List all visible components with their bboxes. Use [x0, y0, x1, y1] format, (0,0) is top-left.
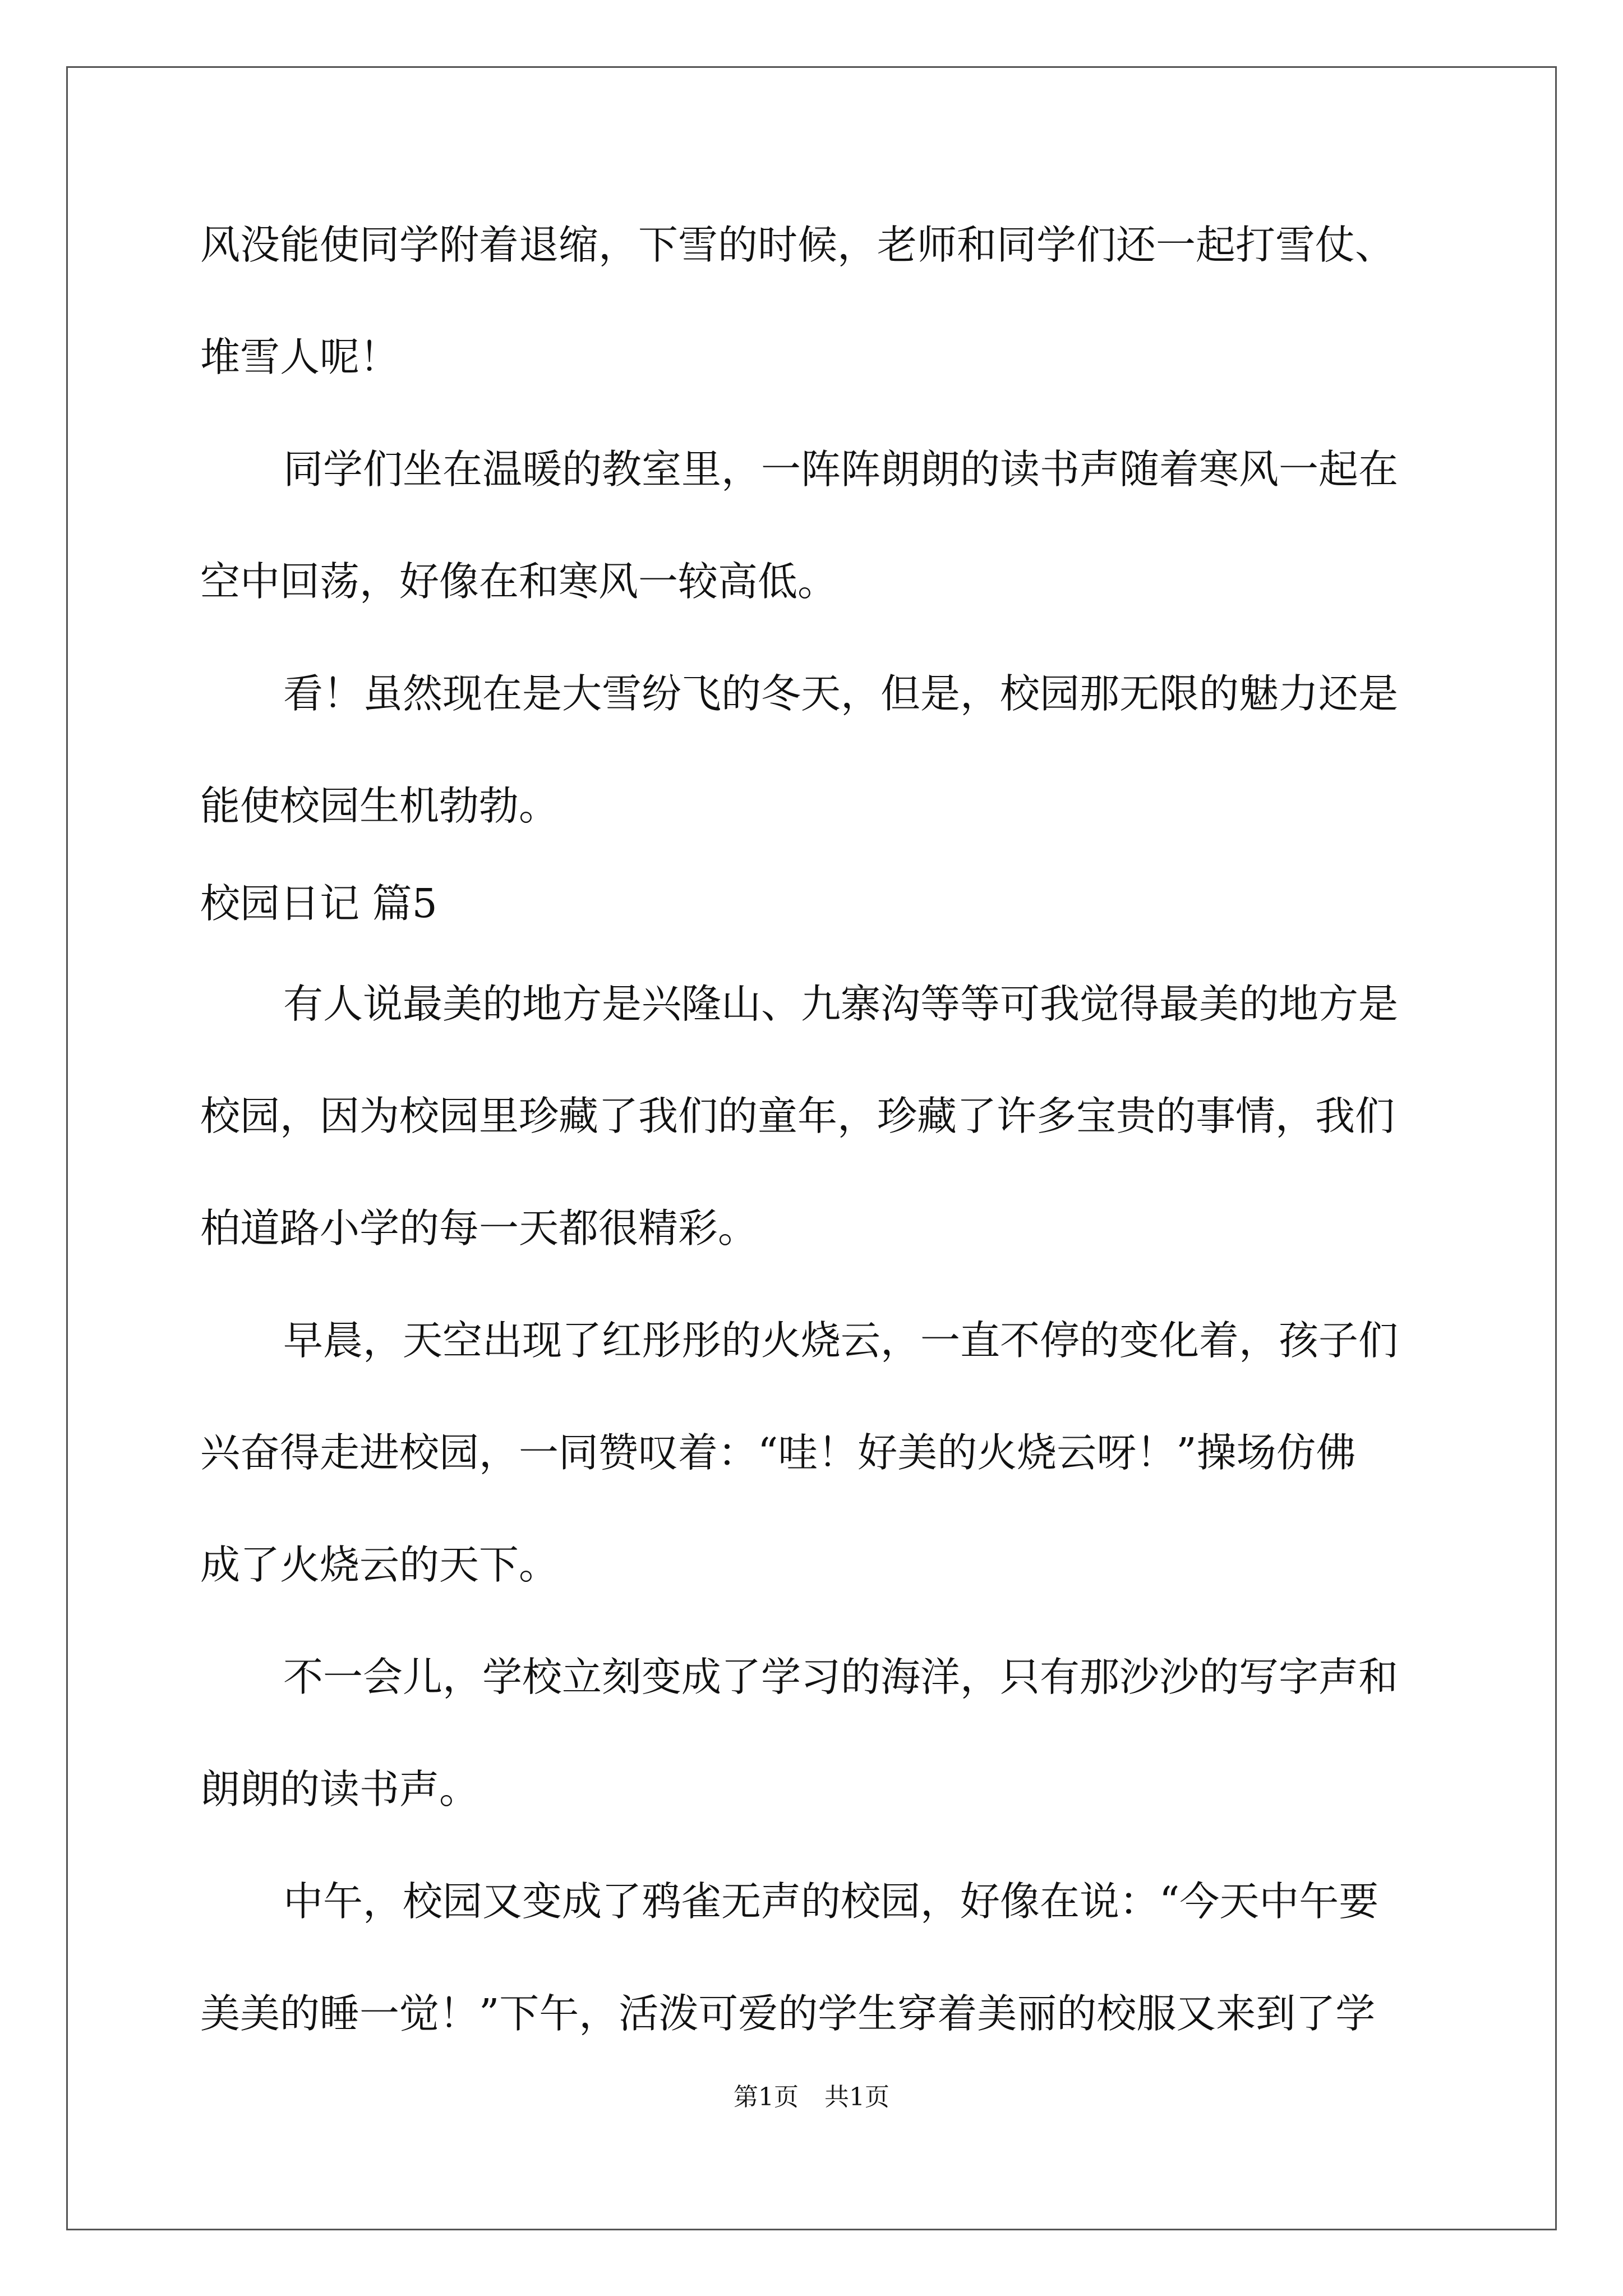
page-number: 第1页: [734, 2083, 799, 2111]
page-total: 共1页: [824, 2083, 889, 2111]
text-line: 同学们坐在温暖的教室里，一阵阵朗朗的读书声随着寒风一起在: [283, 446, 1399, 493]
section-heading: 校园日记 篇5: [200, 880, 437, 927]
text-line: 能使校园生机勃勃。: [200, 783, 559, 829]
text-line: 兴奋得走进校园，一同赞叹着：“哇！好美的火烧云呀！”操场仿佛: [200, 1429, 1356, 1476]
text-line: 空中回荡，好像在和寒风一较高低。: [200, 558, 838, 605]
text-line: 校园，因为校园里珍藏了我们的童年，珍藏了许多宝贵的事情，我们: [200, 1093, 1395, 1139]
text-line: 不一会儿，学校立刻变成了学习的海洋，只有那沙沙的写字声和: [283, 1654, 1399, 1700]
text-line: 美美的睡一觉！”下午，活泼可爱的学生穿着美丽的校服又来到了学: [200, 1990, 1376, 2037]
text-line: 中午，校园又变成了鸦雀无声的校园，好像在说：“今天中午要: [283, 1878, 1379, 1925]
text-line: 有人说最美的地方是兴隆山、九寨沟等等可我觉得最美的地方是: [283, 981, 1399, 1027]
text-line: 早晨，天空出现了红彤彤的火烧云，一直不停的变化着，孩子们: [283, 1317, 1399, 1364]
text-line: 风没能使同学附着退缩，下雪的时候，老师和同学们还一起打雪仗、: [200, 222, 1395, 268]
text-line: 朗朗的读书声。: [200, 1766, 479, 1812]
text-line: 柏道路小学的每一天都很精彩。: [200, 1205, 758, 1251]
text-line: 成了火烧云的天下。: [200, 1542, 559, 1588]
page-footer: [0, 2077, 1623, 2113]
text-line: 看！虽然现在是大雪纷飞的冬天，但是，校园那无限的魅力还是: [283, 670, 1399, 717]
text-line: 堆雪人呢！: [200, 334, 400, 380]
